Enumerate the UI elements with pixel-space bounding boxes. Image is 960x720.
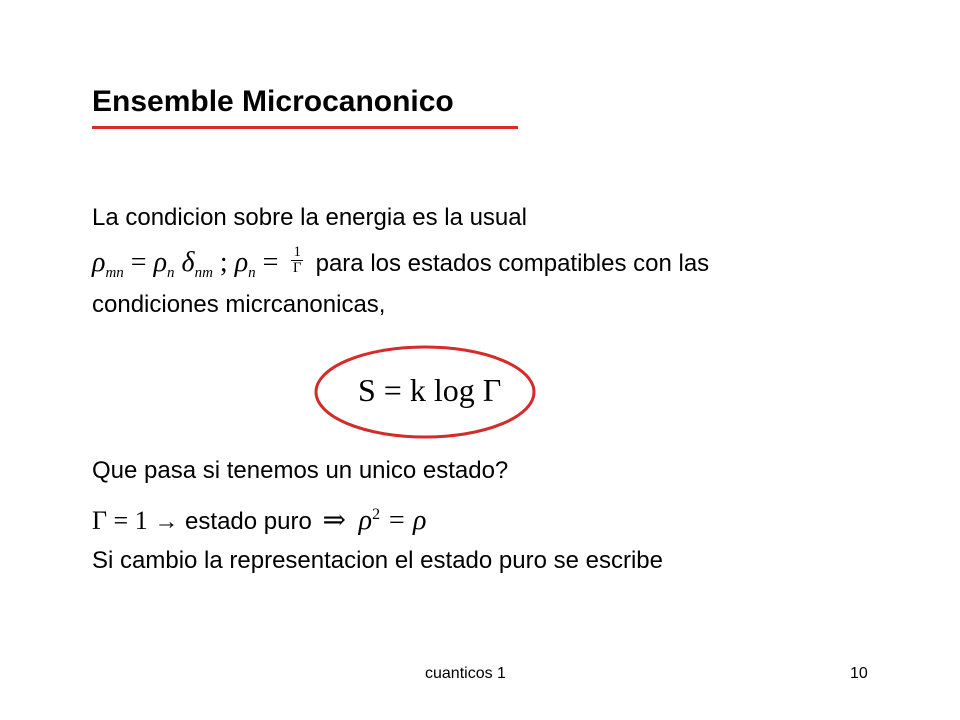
arrow-icon: → [154,508,179,535]
microcanonical-conditions-text: condiciones micrcanonicas, [92,291,386,318]
slide-title: Ensemble Microcanonico [92,85,454,118]
footer-page-number: 10 [850,665,868,682]
compatible-states-text: para los estados compatibles con las [315,250,710,277]
pure-state-line [92,500,426,537]
pure-state-label: estado puro [185,508,312,535]
gamma-equals-one: Γ = 1 [92,506,148,535]
entropy-equation-box [314,344,536,440]
single-state-question: Que pasa si tenemos un unico estado? [92,457,509,484]
implies-icon: ⇒ [322,505,346,536]
energy-condition-text: La condicion sobre la energia es la usual [92,204,527,231]
rho-squared-formula: $\rho^2 = \rho$ [358,505,427,536]
density-matrix-formula: $\rho_{mn} = \rho_n$ $\delta_{nm}$ ; $\rho_n$ = [92,247,286,281]
entropy-equation: S = k log Γ [358,372,502,408]
representation-text: Si cambio la representacion el estado puro se escribe [92,547,663,574]
title-underline [92,126,518,129]
footer-course-name: cuanticos 1 [425,665,506,682]
one-over-gamma-fraction: $\frac{1}{\Gamma}$ [292,244,302,277]
density-matrix-line [92,244,710,288]
